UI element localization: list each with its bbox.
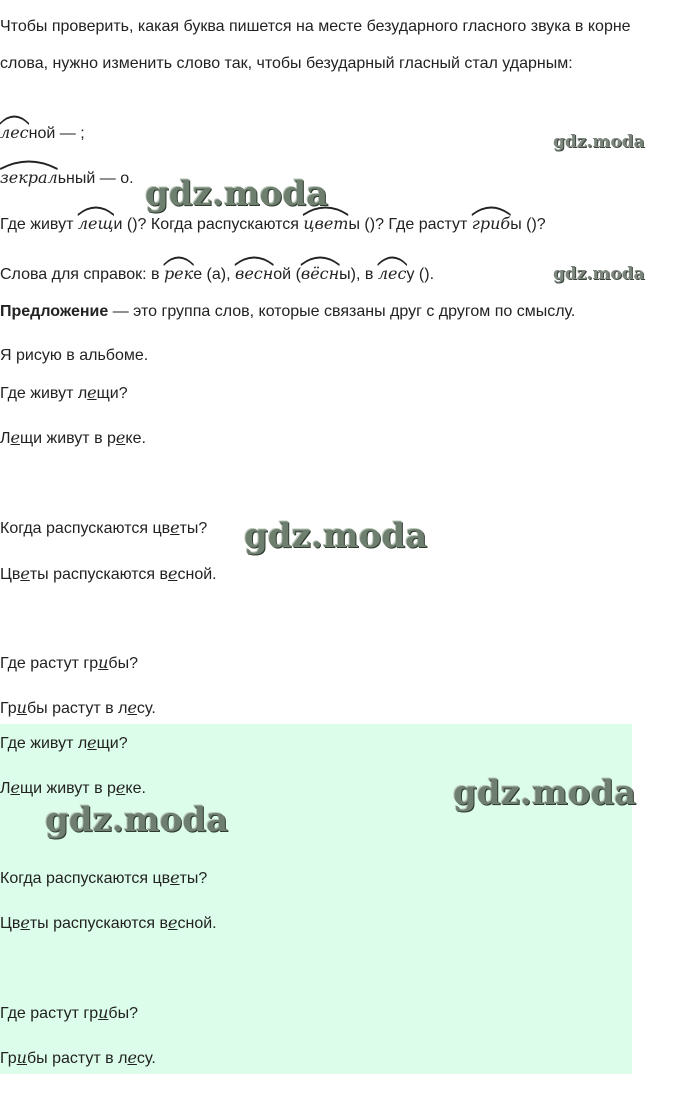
root-word-les: лес [0,115,29,142]
highlight-answer-line: Где живут лещи? [0,733,128,752]
answer-line: Цветы распускаются весной. [0,564,217,583]
answer-line: Где растут грибы? [0,653,138,672]
watermark-logo: gdz.moda [553,132,645,152]
answer-line: Лещи живут в реке. [0,428,146,447]
root-arc-icon [234,254,274,266]
highlight-answer-line: Грибы растут в лесу. [0,1048,156,1067]
example-zekral: зекральный — о. [0,160,134,188]
watermark-logo: gdz.moda [553,264,645,284]
highlight-answer-line: Когда распускаются цветы? [0,868,208,887]
root-word-tsvet: цвет [303,206,348,233]
root-arc-icon [0,158,59,170]
sentence-example: Я рисую в альбоме. [0,347,149,364]
root-word-zekral: зекрал [0,160,58,187]
root-word-rek: рек [164,256,193,283]
watermark-logo: gdz.moda [453,773,637,813]
question-line: Где живут лещи ()? Когда распускаются цветы ()? Где растут грибы ()? [0,206,546,234]
watermark-logo: gdz.moda [145,174,329,214]
highlight-answer-line: Цветы распускаются весной. [0,913,217,932]
highlight-answer-line: Где растут грибы? [0,1003,138,1022]
root-arc-icon [163,254,194,266]
answer-line: Грибы растут в лесу. [0,698,156,717]
watermark-logo: gdz.moda [45,800,229,840]
root-arc-icon [77,204,115,216]
watermark-logo: gdz.moda [244,516,428,556]
example-les: лесной — ; [0,115,85,143]
definition-line: Предложение — это группа слов, которые связаны друг с другом по смыслу. [0,303,576,320]
root-arc-icon [0,113,30,125]
root-word-vesn: весн [235,256,273,283]
reference-words-line: Слова для справок: в реке (а), весной ( вёсны), в лесу (). [0,256,434,284]
root-word-grib: гриб [472,206,510,233]
definition-term: Предложение [0,303,109,320]
answer-line: Где живут лещи? [0,383,128,402]
root-word-les2: лес [378,256,407,283]
answer-line: Когда распускаются цветы? [0,518,208,537]
intro-paragraph: Чтобы проверить, какая буква пишется на месте безударного гласного звука в корне слова, нужно изменить слово так, чтобы безударный гласный стал ударным: [0,18,631,72]
root-arc-icon [471,204,511,216]
root-arc-icon [377,254,408,266]
root-word-leshch: лещ [78,206,114,233]
highlight-answer-line: Лещи живут в реке. [0,778,146,797]
root-arc-icon [300,254,340,266]
root-word-vyosn: вёсн [301,256,339,283]
